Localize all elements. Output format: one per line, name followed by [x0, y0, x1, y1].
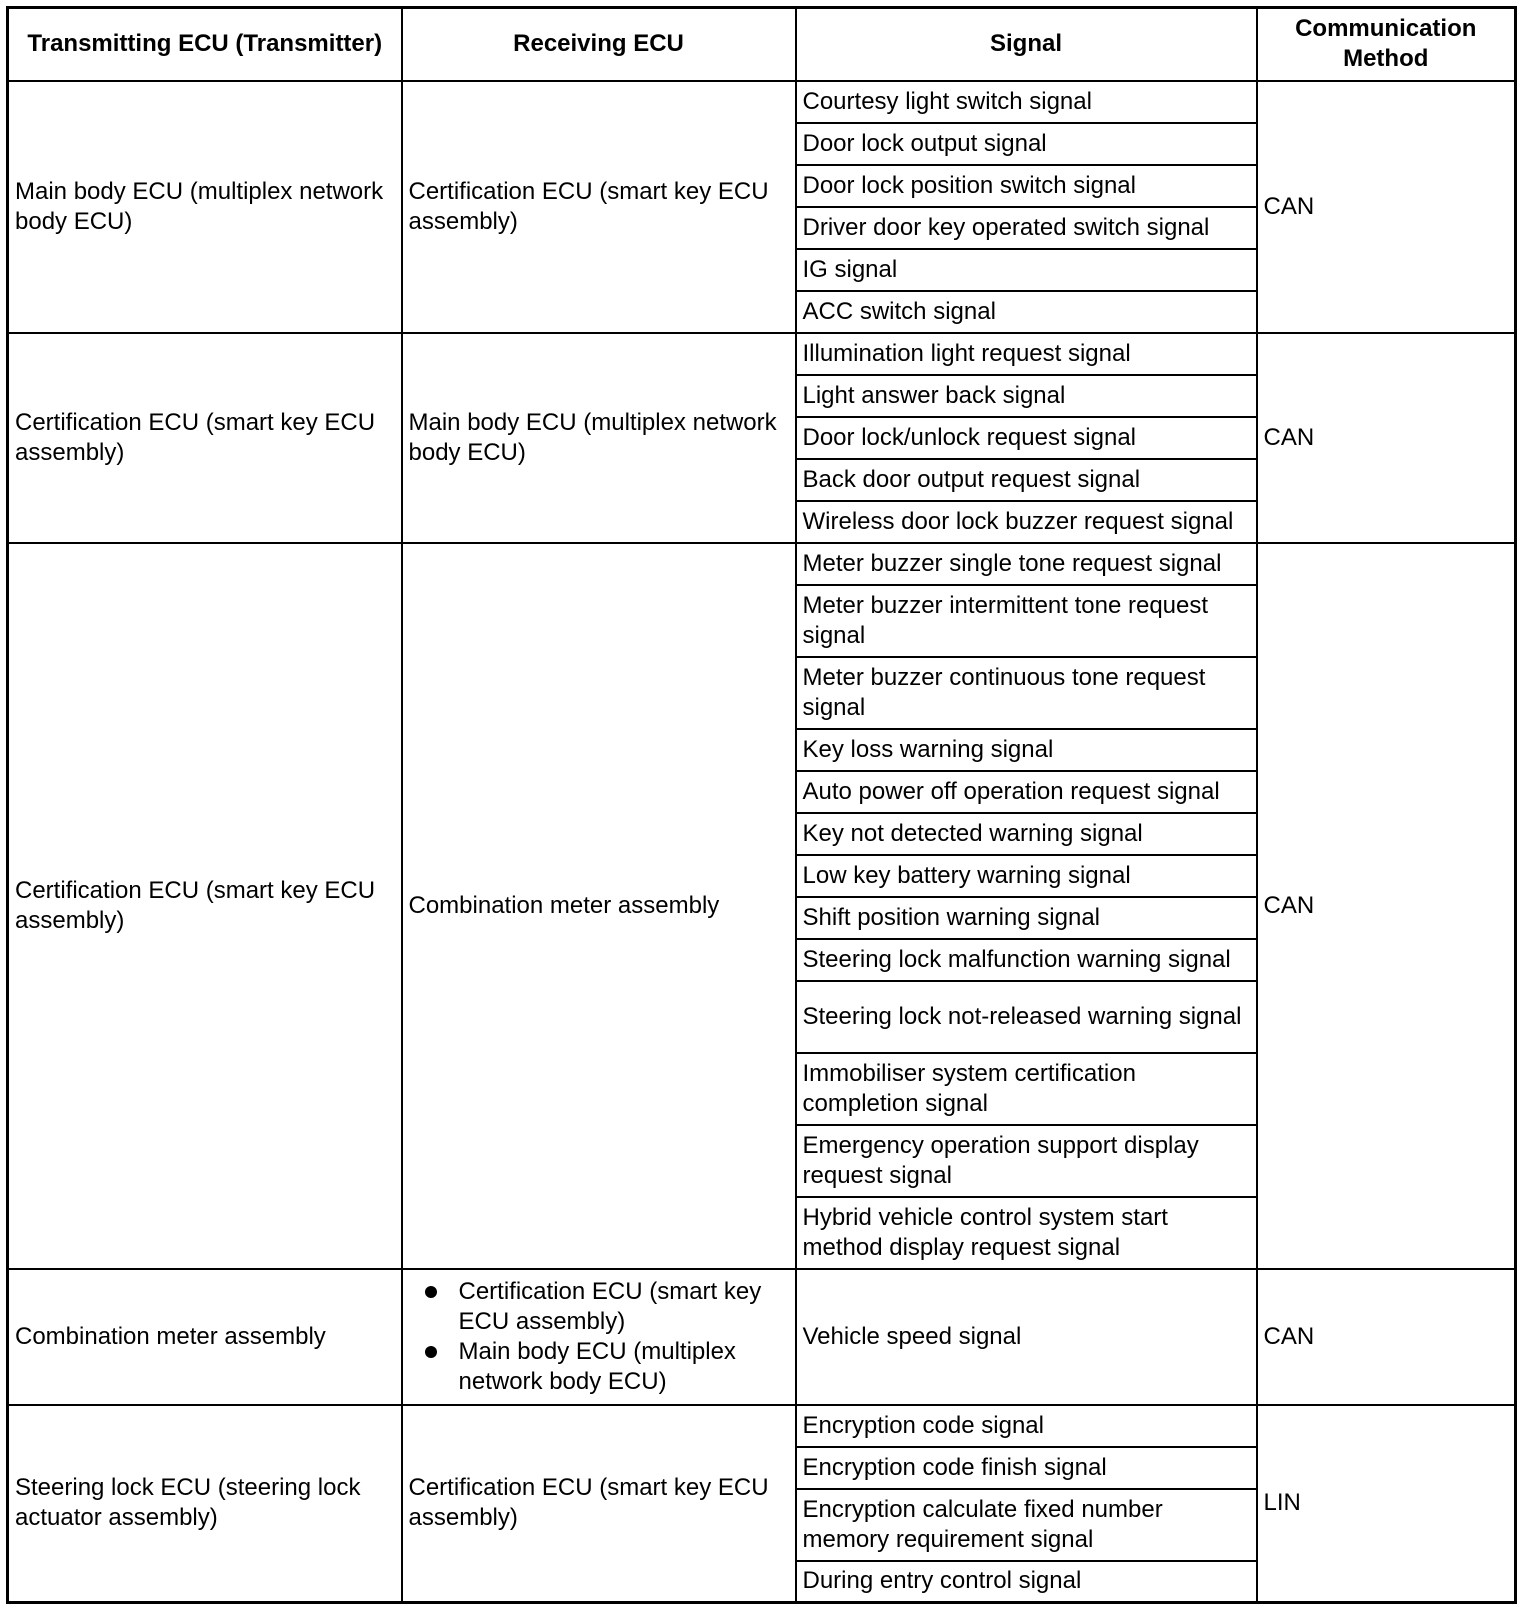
- signal-cell: Key loss warning signal: [796, 729, 1257, 771]
- signal-cell: IG signal: [796, 249, 1257, 291]
- transmitter-cell: Steering lock ECU (steering lock actuator assembly): [8, 1405, 402, 1603]
- receiver-cell: Certification ECU (smart key ECU assembly): [402, 1405, 796, 1603]
- signal-cell: Meter buzzer intermittent tone request signal: [796, 585, 1257, 657]
- receiver-list: [409, 1277, 789, 1397]
- receiver-cell: Certification ECU (smart key ECU assembly): [402, 81, 796, 333]
- transmitter-cell: Main body ECU (multiplex network body ECU): [8, 81, 402, 333]
- list-item: Main body ECU (multiplex network body ECU): [419, 1337, 789, 1397]
- signal-cell: Immobiliser system certification completion signal: [796, 1053, 1257, 1125]
- signal-cell: Illumination light request signal: [796, 333, 1257, 375]
- signal-cell: Driver door key operated switch signal: [796, 207, 1257, 249]
- transmitter-cell: Certification ECU (smart key ECU assembly): [8, 543, 402, 1269]
- signal-cell: Emergency operation support display request signal: [796, 1125, 1257, 1197]
- signal-cell: Light answer back signal: [796, 375, 1257, 417]
- signal-cell: Hybrid vehicle control system start method display request signal: [796, 1197, 1257, 1269]
- signal-cell: ACC switch signal: [796, 291, 1257, 333]
- signal-cell: Door lock output signal: [796, 123, 1257, 165]
- table-row: [8, 81, 1516, 123]
- method-cell: CAN: [1257, 1269, 1516, 1405]
- signal-cell: Encryption calculate fixed number memory requirement signal: [796, 1489, 1257, 1561]
- table-row: [8, 1405, 1516, 1447]
- list-item: Certification ECU (smart key ECU assembly): [419, 1277, 789, 1337]
- signal-cell: Steering lock malfunction warning signal: [796, 939, 1257, 981]
- signal-cell: Low key battery warning signal: [796, 855, 1257, 897]
- communication-table: [6, 6, 1517, 1604]
- signal-cell: Vehicle speed signal: [796, 1269, 1257, 1405]
- signal-cell: Shift position warning signal: [796, 897, 1257, 939]
- transmitter-cell: Certification ECU (smart key ECU assembly): [8, 333, 402, 543]
- method-cell: CAN: [1257, 333, 1516, 543]
- method-cell: LIN: [1257, 1405, 1516, 1603]
- signal-cell: Meter buzzer single tone request signal: [796, 543, 1257, 585]
- method-cell: CAN: [1257, 81, 1516, 333]
- signal-cell: Back door output request signal: [796, 459, 1257, 501]
- header-transmitter: Transmitting ECU (Transmitter): [8, 8, 402, 81]
- signal-cell: Door lock/unlock request signal: [796, 417, 1257, 459]
- signal-cell: Key not detected warning signal: [796, 813, 1257, 855]
- header-method: Communication Method: [1257, 8, 1516, 81]
- signal-cell: Meter buzzer continuous tone request signal: [796, 657, 1257, 729]
- signal-cell: Courtesy light switch signal: [796, 81, 1257, 123]
- receiver-cell: Main body ECU (multiplex network body ECU): [402, 333, 796, 543]
- method-cell: CAN: [1257, 543, 1516, 1269]
- transmitter-cell: Combination meter assembly: [8, 1269, 402, 1405]
- signal-cell: Encryption code finish signal: [796, 1447, 1257, 1489]
- signal-cell: Door lock position switch signal: [796, 165, 1257, 207]
- signal-cell: Wireless door lock buzzer request signal: [796, 501, 1257, 543]
- signal-cell: Encryption code signal: [796, 1405, 1257, 1447]
- receiver-cell: Combination meter assembly: [402, 543, 796, 1269]
- table-row: [8, 1269, 1516, 1405]
- table-row: [8, 543, 1516, 585]
- signal-cell: Steering lock not-released warning signal: [796, 981, 1257, 1053]
- signal-cell: During entry control signal: [796, 1561, 1257, 1603]
- table-row: [8, 333, 1516, 375]
- header-receiver: Receiving ECU: [402, 8, 796, 81]
- header-row: [8, 8, 1516, 81]
- signal-cell: Auto power off operation request signal: [796, 771, 1257, 813]
- receiver-cell: [402, 1269, 796, 1405]
- header-signal: Signal: [796, 8, 1257, 81]
